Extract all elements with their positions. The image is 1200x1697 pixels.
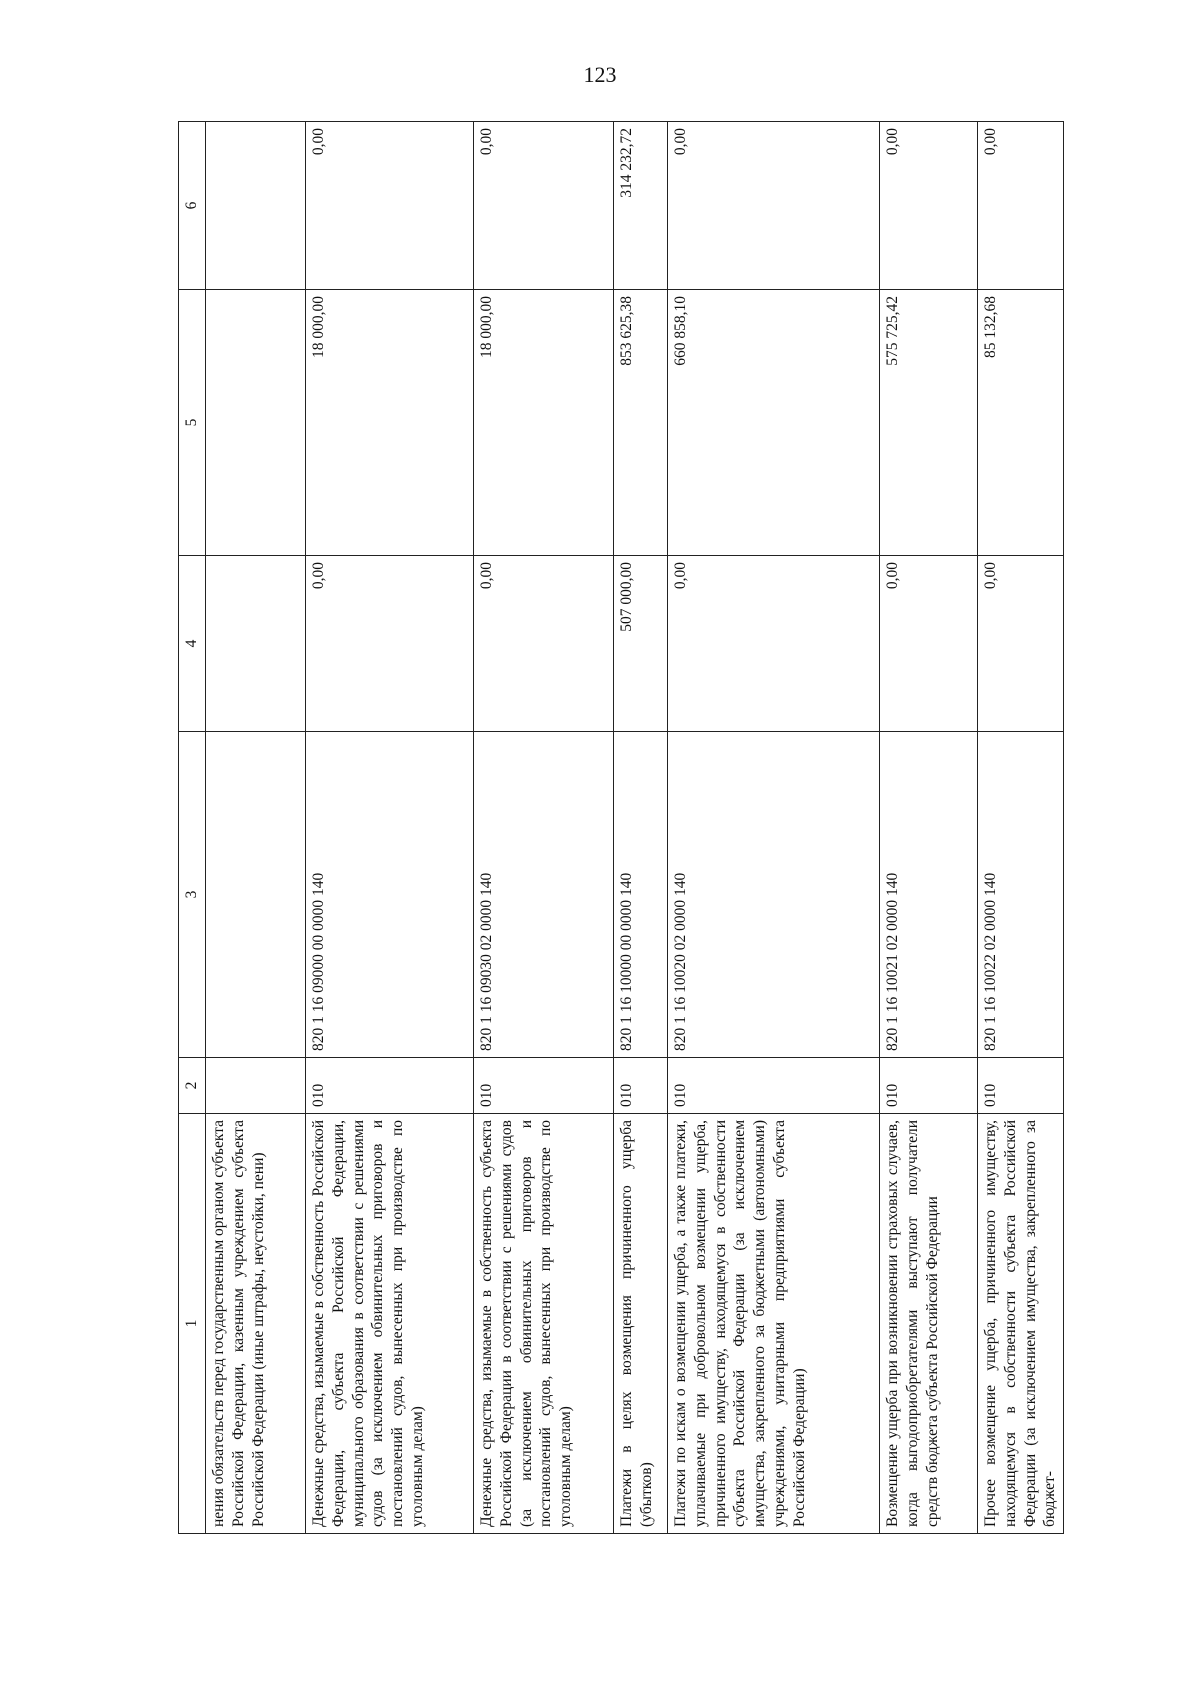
table-row xyxy=(614,122,668,1534)
rotated-table-frame xyxy=(178,122,1059,1534)
row-description: Прочее возмещение ущерба, причиненного имуществу, находящемуся в собственности субъекта Российской Федерации (за исключением имущества, закрепленного за бюджет- xyxy=(978,1114,1064,1534)
row-description: Платежи в целях возмещения причиненного ущерба (убытков) xyxy=(614,1114,668,1534)
row-value-col5: 660 858,10 xyxy=(668,290,880,556)
row-budget-code xyxy=(206,732,306,1058)
header-col-5: 5 xyxy=(179,290,206,556)
row-line-code: 010 xyxy=(614,1058,668,1114)
table-row xyxy=(668,122,880,1534)
row-budget-code: 820 1 16 10021 02 0000 140 xyxy=(880,732,978,1058)
row-budget-code: 820 1 16 10022 02 0000 140 xyxy=(978,732,1064,1058)
header-col-1: 1 xyxy=(179,1114,206,1534)
table-row xyxy=(206,122,306,1534)
row-value-col4: 0,00 xyxy=(668,556,880,732)
table-row xyxy=(474,122,614,1534)
row-line-code xyxy=(206,1058,306,1114)
row-budget-code: 820 1 16 09000 00 0000 140 xyxy=(306,732,474,1058)
row-line-code: 010 xyxy=(978,1058,1064,1114)
row-budget-code: 820 1 16 09030 02 0000 140 xyxy=(474,732,614,1058)
header-row xyxy=(179,122,206,1534)
header-col-3: 3 xyxy=(179,732,206,1058)
row-value-col4: 0,00 xyxy=(880,556,978,732)
row-value-col4: 507 000,00 xyxy=(614,556,668,732)
row-description: Возмещение ущерба при возникновении страховых случаев, когда выгодоприобретателями выступают получатели средств бюджета субъекта Российской Федерации xyxy=(880,1114,978,1534)
row-value-col5: 18 000,00 xyxy=(306,290,474,556)
header-col-6: 6 xyxy=(179,122,206,290)
row-value-col6: 0,00 xyxy=(306,122,474,290)
header-col-2: 2 xyxy=(179,1058,206,1114)
row-value-col6: 0,00 xyxy=(668,122,880,290)
row-description: Денежные средства, изымаемые в собственность Российской Федерации, субъекта Российской Федерации, муниципального образования в соответствии с решениями судов (за исключением обвинительных приговоров и постановлений судов, вынесенных при производстве по уголовным делам) xyxy=(306,1114,474,1534)
row-value-col6: 0,00 xyxy=(474,122,614,290)
row-value-col5: 575 725,42 xyxy=(880,290,978,556)
header-col-4: 4 xyxy=(179,556,206,732)
page-number: 123 xyxy=(583,62,617,87)
table-container xyxy=(178,122,1059,1534)
row-value-col4: 0,00 xyxy=(306,556,474,732)
row-line-code: 010 xyxy=(474,1058,614,1114)
row-line-code: 010 xyxy=(668,1058,880,1114)
row-line-code: 010 xyxy=(880,1058,978,1114)
row-value-col6: 0,00 xyxy=(880,122,978,290)
table-row xyxy=(880,122,978,1534)
row-value-col6: 314 232,72 xyxy=(614,122,668,290)
row-budget-code: 820 1 16 10000 00 0000 140 xyxy=(614,732,668,1058)
row-value-col4: 0,00 xyxy=(978,556,1064,732)
table-row xyxy=(306,122,474,1534)
row-value-col4: 0,00 xyxy=(474,556,614,732)
row-budget-code: 820 1 16 10020 02 0000 140 xyxy=(668,732,880,1058)
revenue-table xyxy=(178,121,1064,1534)
row-description: Платежи по искам о возмещении ущерба, а также платежи, уплачиваемые при добровольном возмещении ущерба, причиненного имуществу, находящемуся в собственности субъекта Российской Федерации (за исключением имущества, закрепленного за бюджетными (автономными) учреждениями, унитарными предприятиями субъекта Российской Федерации) xyxy=(668,1114,880,1534)
table-row xyxy=(978,122,1064,1534)
row-description: Денежные средства, изымаемые в собственность субъекта Российской Федерации в соответствии с решениями судов (за исключением обвинительных приговоров и постановлений судов, вынесенных при производстве по уголовным делам) xyxy=(474,1114,614,1534)
row-value-col5: 853 625,38 xyxy=(614,290,668,556)
row-value-col5 xyxy=(206,290,306,556)
row-description: нения обязательств перед государственным органом субъекта Российской Федерации, казенным учреждением субъекта Российской Федерации (иные штрафы, неустойки, пени) xyxy=(206,1114,306,1534)
row-value-col5: 85 132,68 xyxy=(978,290,1064,556)
row-value-col5: 18 000,00 xyxy=(474,290,614,556)
row-value-col6: 0,00 xyxy=(978,122,1064,290)
row-value-col6 xyxy=(206,122,306,290)
row-value-col4 xyxy=(206,556,306,732)
row-line-code: 010 xyxy=(306,1058,474,1114)
